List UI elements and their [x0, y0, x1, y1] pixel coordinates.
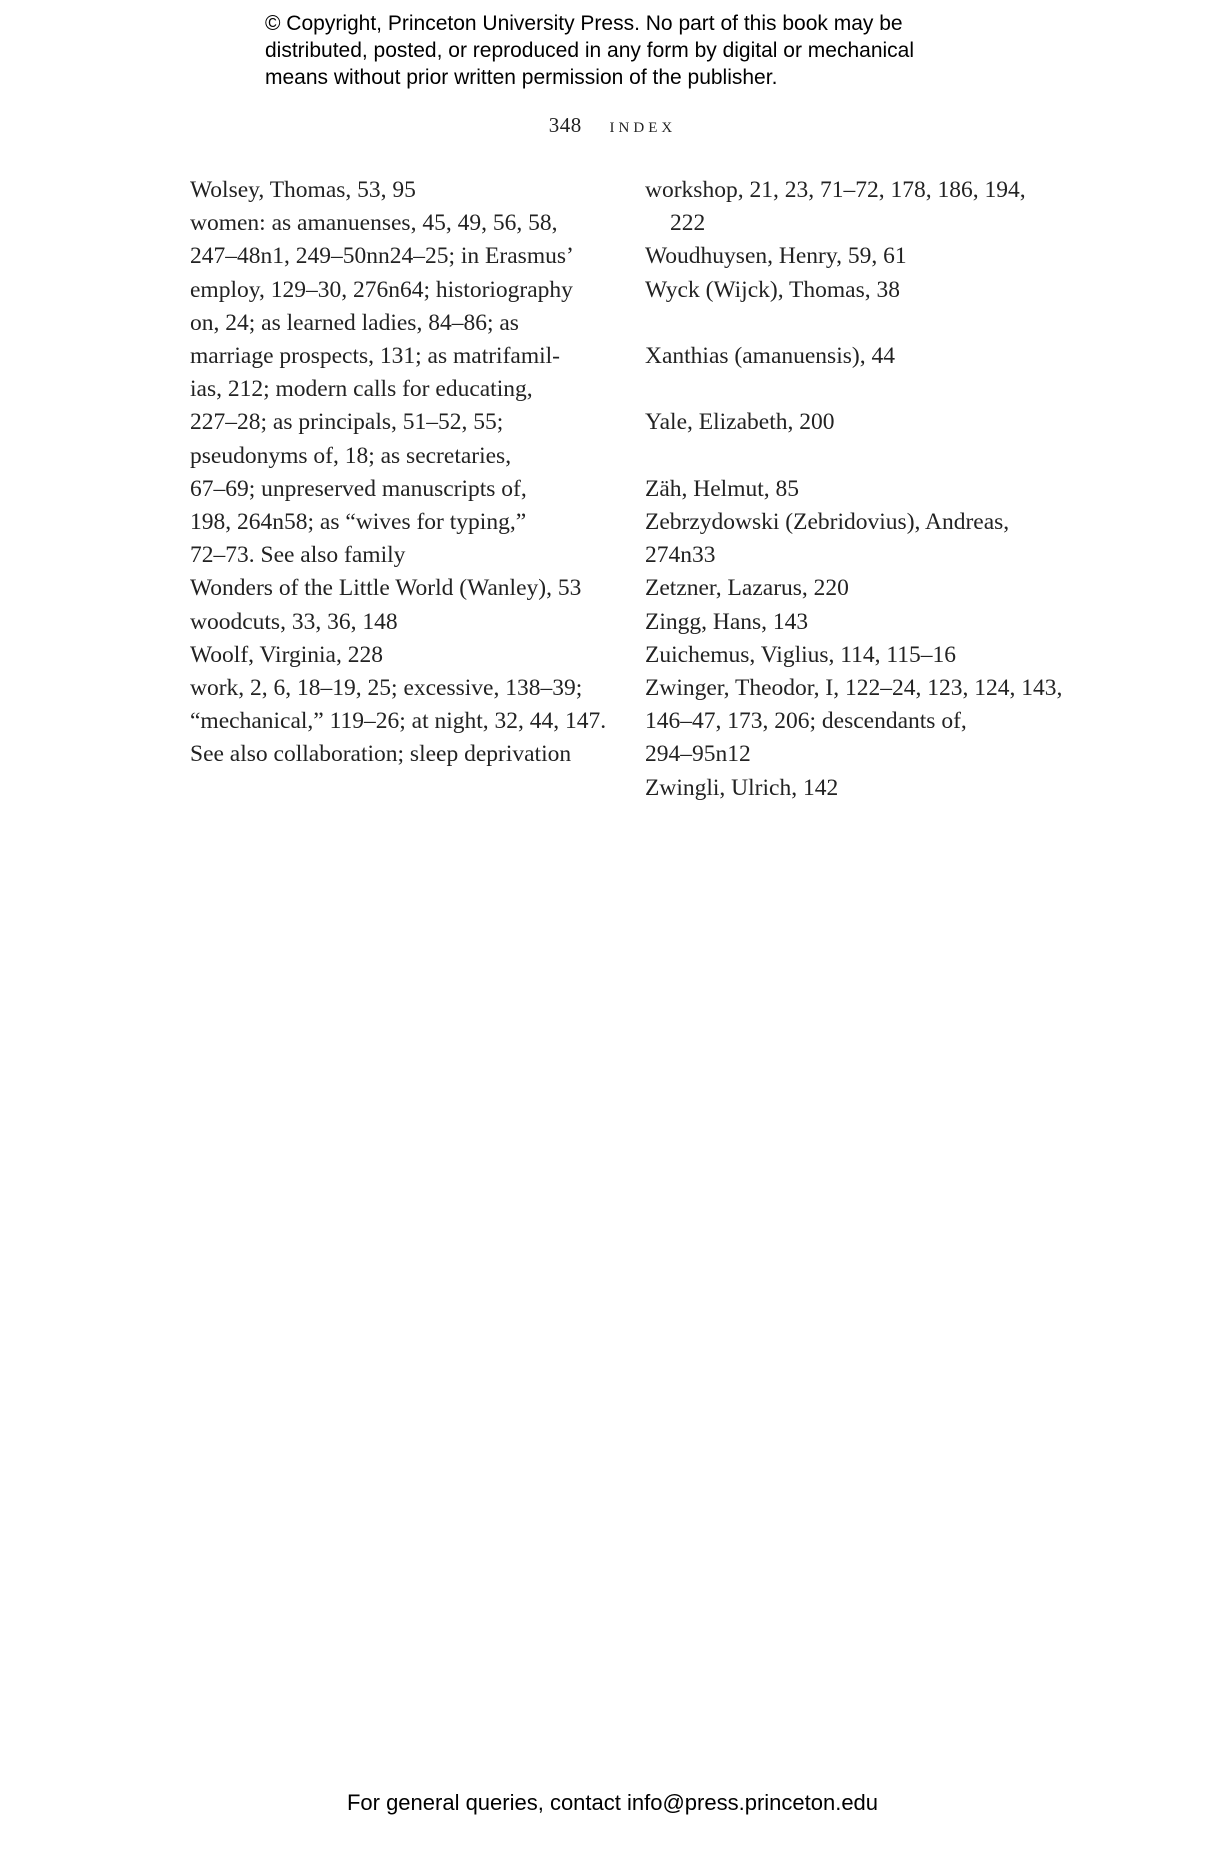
copyright-line: © Copyright, Princeton University Press. No part of this book may be [265, 12, 903, 35]
entry-line: work, 2, 6, 18–19, 25; excessive, 138–39; [190, 675, 583, 702]
entry-line: 72–73. See also family [190, 542, 406, 569]
entry-line: 247–48n1, 249–50nn24–25; in Erasmus’ [190, 243, 574, 270]
index-entry-woodcuts: woodcuts, 33, 36, 148 [190, 608, 398, 635]
entry-line: pseudonyms of, 18; as secretaries, [190, 442, 512, 469]
index-entry-woolf: Woolf, Virginia, 228 [190, 641, 383, 668]
entry-line: marriage prospects, 131; as matrifamil- [190, 343, 560, 370]
entry-line: 227–28; as principals, 51–52, 55; [190, 409, 504, 436]
index-entry-xanthias: Xanthias (amanuensis), 44 [645, 343, 895, 369]
index-column-left [190, 174, 620, 772]
index-entry-wolsey: Wolsey, Thomas, 53, 95 [190, 177, 416, 203]
entry-line: 146–47, 173, 206; descendants of, [645, 708, 967, 735]
entry-line: “mechanical,” 119–26; at night, 32, 44, 147. [190, 708, 607, 735]
running-head [0, 113, 1225, 138]
copyright-line: means without prior written permission of the publisher. [265, 66, 778, 89]
footer-contact: For general queries, contact info@press.princeton.edu [346, 1790, 879, 1815]
index-entry-wyck: Wyck (Wijck), Thomas, 38 [645, 276, 900, 303]
index-entry-zuichemus: Zuichemus, Viglius, 114, 115–16 [645, 641, 957, 668]
page-number: 348 [548, 113, 582, 137]
index-entry-zebrzydowski [645, 506, 1045, 572]
index-entry-workshop: workshop, 21, 23, 71–72, 178, 186, 194, 222 [645, 177, 1026, 237]
index-column-right [645, 174, 1063, 805]
entry-line: 198, 264n58; as “wives for typing,” [190, 509, 527, 536]
section-title: index [609, 113, 677, 137]
index-entry-work [190, 672, 620, 772]
letter-group-gap [645, 373, 1045, 406]
entry-line: Zwinger, Theodor, I, 122–24, 123, 124, 143, [645, 675, 1063, 701]
copyright-notice [265, 10, 985, 91]
index-entry-yale: Yale, Elizabeth, 200 [645, 409, 835, 436]
index-entry-wonders: Wonders of the Little World (Wanley), 53 [190, 575, 582, 602]
entry-line: 67–69; unpreserved manuscripts of, [190, 475, 527, 502]
entry-line: 294–95n12 [645, 741, 751, 768]
entry-line: Zebrzydowski (Zebridovius), Andreas, [645, 508, 1010, 535]
index-entry-zwingli: Zwingli, Ulrich, 142 [645, 774, 839, 801]
entry-line: women: as amanuenses, 45, 49, 56, 58, [190, 210, 558, 237]
entry-line: ias, 212; modern calls for educating, [190, 376, 533, 403]
index-entry-women [190, 207, 620, 572]
index-entry-zetzner: Zetzner, Lazarus, 220 [645, 575, 849, 602]
letter-group-gap [645, 307, 1045, 340]
index-entry-zwinger [645, 672, 1063, 772]
index-entry-zingg: Zingg, Hans, 143 [645, 608, 809, 635]
entry-line: on, 24; as learned ladies, 84–86; as [190, 309, 519, 336]
entry-line: employ, 129–30, 276n64; historiography [190, 276, 573, 303]
entry-line: 274n33 [645, 542, 716, 569]
letter-group-gap [645, 440, 1045, 473]
index-entry-woudhuysen: Woudhuysen, Henry, 59, 61 [645, 243, 907, 270]
copyright-line: distributed, posted, or reproduced in any form by digital or mechanical [265, 39, 915, 62]
entry-line: See also collaboration; sleep deprivation [190, 741, 572, 768]
index-entry-zah: Zäh, Helmut, 85 [645, 475, 800, 502]
